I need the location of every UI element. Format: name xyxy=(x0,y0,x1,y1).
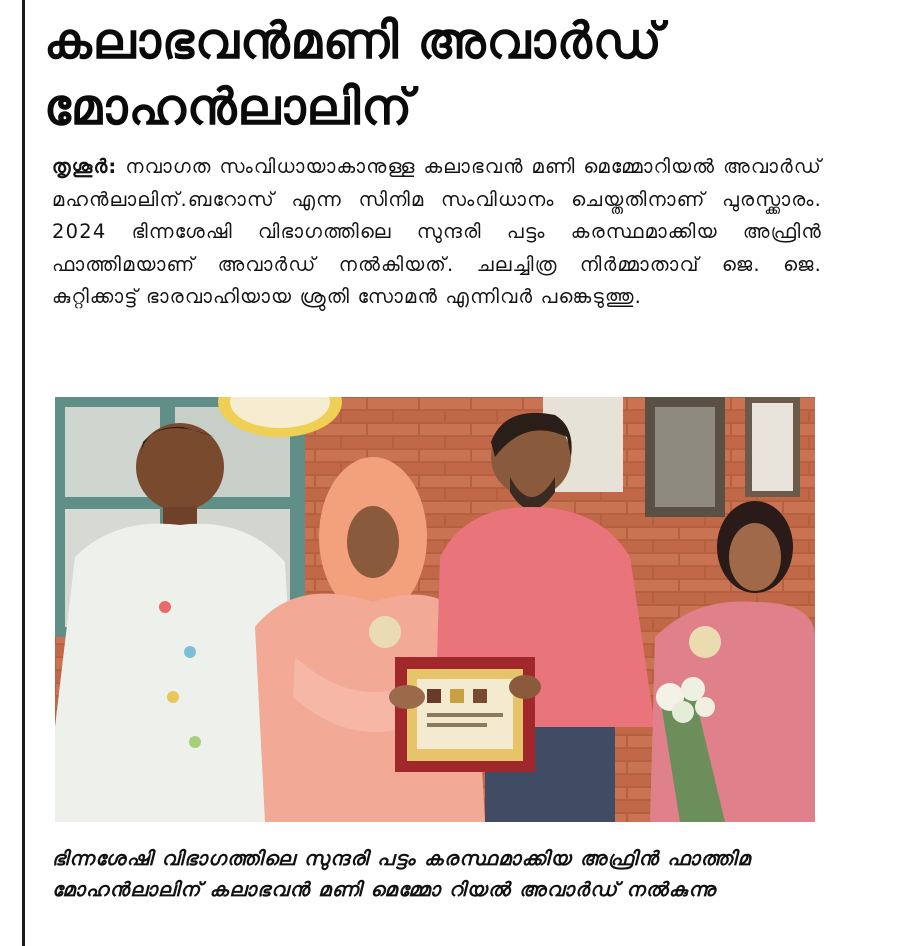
article-body xyxy=(52,151,822,314)
headline-line-1: കലാഭവൻമണി അവാർഡ് xyxy=(44,12,663,70)
headline xyxy=(44,8,894,140)
dateline: തൃശൂർ: xyxy=(52,155,118,178)
headline-line-2: മോഹൻലാലിന് xyxy=(44,78,414,136)
news-photo xyxy=(55,397,815,822)
article-text: നവാഗത സംവിധായാകാനുള്ള കലാഭവൻ മണി മെമ്മോറിയൽ അവാർഡ് മഹൻലാലിന്.ബറോസ് എന്ന സിനിമ സംവിധാനം ചെയ്തതിനാണ് പുരസ്ക്കാരം. 2024 ഭിന്നശേഷി വിഭാഗത്തിലെ സുന്ദരി പട്ടം കരസ്ഥമാക്കിയ അഫ്രിൻ ഫാത്തിമയാണ് അവാർഡ് നൽകിയത്. ചലച്ചിത്ര നിർമ്മാതാവ് ജെ. ജെ. കുറ്റിക്കാട്ട് ഭാരവാഹിയായ ശ്രുതി സോമൻ എന്നിവർ പങ്കെടുത്തു. xyxy=(52,155,822,309)
column-rule xyxy=(22,0,25,946)
photo-caption: ഭിന്നശേഷി വിഭാഗത്തിലെ സുന്ദരി പട്ടം കരസ്ഥമാക്കിയ അഫ്രിൻ ഫാത്തിമ മോഹൻലാലിന് കലാഭവൻ മണി മെമ്മോ റിയൽ അവാർഡ് നൽകുന്നു xyxy=(52,847,752,901)
